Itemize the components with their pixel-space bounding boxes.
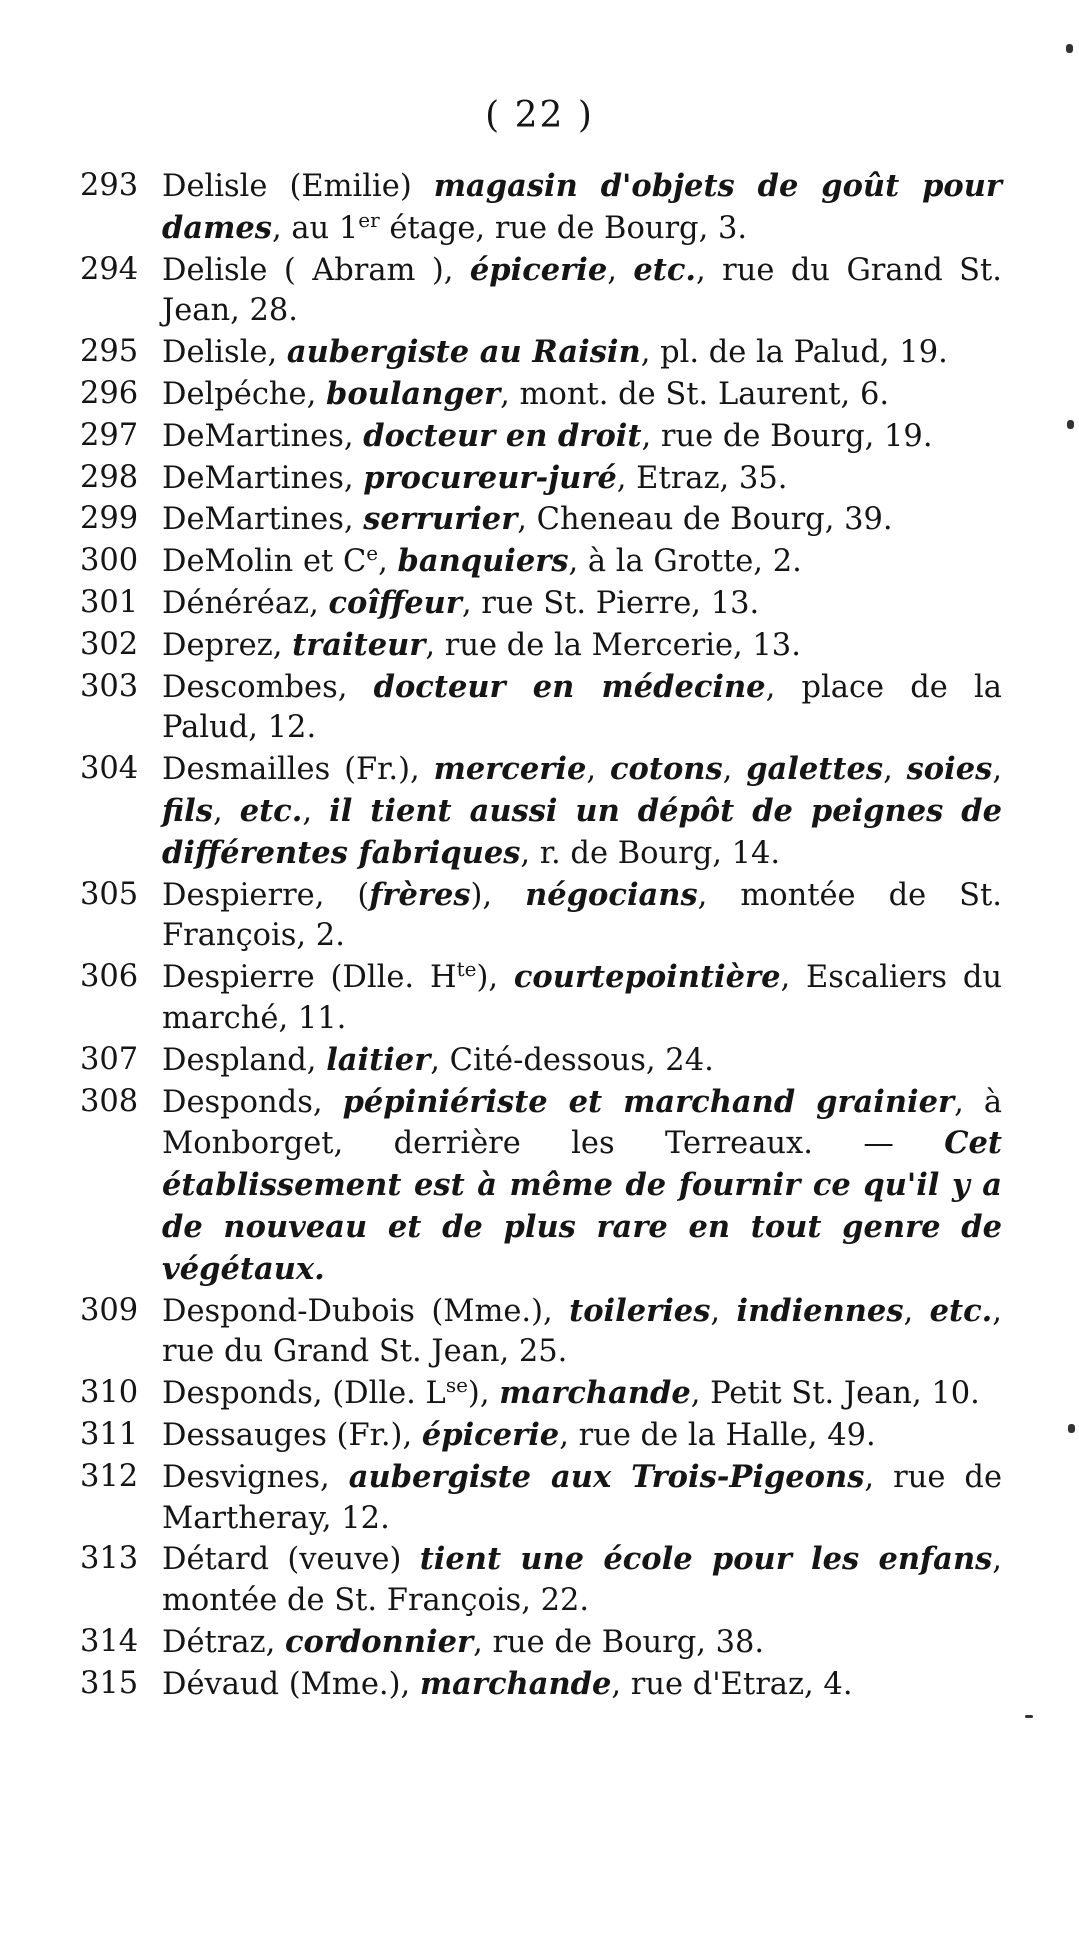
entry-occupation-italic: procureur-juré bbox=[363, 459, 617, 496]
directory-entry bbox=[80, 1664, 1002, 1706]
entry-occupation-italic: boulanger bbox=[326, 375, 501, 412]
entry-occupation-italic: marchande bbox=[499, 1375, 691, 1412]
directory-entry bbox=[80, 1373, 1002, 1415]
entry-text: Despland, bbox=[162, 1042, 327, 1078]
entry-occupation-italic: toileries bbox=[569, 1292, 711, 1329]
directory-entry bbox=[80, 166, 1002, 250]
entry-text: Desvignes, bbox=[162, 1459, 349, 1495]
entry-number: 310 bbox=[80, 1375, 139, 1411]
entry-text: Despond-Dubois (Mme.), bbox=[162, 1293, 570, 1329]
entry-occupation-italic: etc. bbox=[633, 251, 697, 288]
edge-speck bbox=[1068, 1424, 1075, 1433]
entry-text: ), bbox=[467, 1376, 500, 1412]
entry-text: Deprez, bbox=[162, 627, 293, 663]
entry-text: Desmailles (Fr.), bbox=[162, 752, 434, 788]
edge-speck bbox=[1067, 420, 1074, 429]
entry-number: 314 bbox=[80, 1623, 139, 1659]
entry-text: Desponds, bbox=[162, 1084, 343, 1120]
entry-number: 311 bbox=[80, 1416, 139, 1452]
entry-number: 306 bbox=[80, 959, 139, 995]
entry-text: , Cheneau de Bourg, 39. bbox=[517, 502, 893, 538]
entry-occupation-italic: serrurier bbox=[363, 501, 518, 538]
entry-number: 301 bbox=[80, 584, 139, 620]
directory-entry bbox=[80, 541, 1002, 583]
entry-text: Despierre (Dlle. H bbox=[162, 960, 457, 996]
entry-text: , rue de Bourg, 38. bbox=[473, 1624, 765, 1660]
directory-entry bbox=[80, 583, 1002, 625]
entry-text: , bbox=[378, 544, 398, 580]
entry-text: , Etraz, 35. bbox=[616, 460, 788, 496]
directory-entry bbox=[80, 625, 1002, 667]
directory-entries bbox=[80, 166, 1002, 1705]
entry-text: , Petit St. Jean, 10. bbox=[690, 1376, 980, 1412]
entry-occupation-italic: mercerie bbox=[433, 751, 587, 788]
entry-text: , bbox=[710, 1293, 737, 1329]
entry-text: Delisle ( Abram ), bbox=[162, 252, 470, 288]
entry-number: 307 bbox=[80, 1041, 139, 1077]
entry-text: , bbox=[586, 752, 610, 788]
entry-text: , montée de St. François, 2. bbox=[162, 877, 1003, 954]
entry-number: 296 bbox=[80, 375, 139, 411]
entry-number: 302 bbox=[80, 626, 139, 662]
directory-entry bbox=[80, 667, 1002, 750]
superscript-text: er bbox=[358, 207, 380, 232]
entry-occupation-italic: laitier bbox=[326, 1041, 431, 1078]
entry-text: Détard (veuve) bbox=[162, 1542, 420, 1578]
entry-occupation-italic: épicerie bbox=[469, 251, 608, 288]
directory-entry bbox=[80, 749, 1002, 874]
entry-occupation-italic: docteur en droit bbox=[363, 417, 642, 454]
entry-number: 312 bbox=[80, 1458, 139, 1494]
entry-text: Delpéche, bbox=[162, 376, 326, 412]
entry-occupation-italic: épicerie bbox=[421, 1416, 560, 1453]
entry-text: , bbox=[883, 752, 907, 788]
entry-number: 304 bbox=[80, 751, 139, 787]
entry-text: Détraz, bbox=[162, 1624, 285, 1660]
entry-text: Dénéréaz, bbox=[162, 585, 329, 621]
entry-text: Dévaud (Mme.), bbox=[162, 1666, 420, 1702]
directory-entry bbox=[80, 1457, 1002, 1540]
entry-text: , Escaliers du marché, 11. bbox=[162, 960, 1002, 1036]
entry-number: 297 bbox=[80, 417, 139, 453]
entry-occupation-italic: marchande bbox=[419, 1665, 612, 1702]
entry-text: DeMartines, bbox=[162, 460, 364, 496]
entry-text: ), bbox=[476, 960, 514, 996]
entry-text: , pl. de la Palud, 19. bbox=[640, 335, 948, 371]
entry-text: Delisle (Emilie) bbox=[162, 169, 434, 204]
entry-number: 303 bbox=[80, 668, 139, 704]
entry-number: 298 bbox=[80, 459, 139, 495]
entry-text: , au 1 bbox=[271, 210, 359, 246]
entry-occupation-italic: indiennes bbox=[736, 1292, 904, 1329]
directory-entry bbox=[80, 957, 1002, 1040]
entry-text: , bbox=[722, 752, 747, 788]
entry-text: , bbox=[992, 752, 1003, 788]
entry-text: Desponds, (Dlle. L bbox=[162, 1376, 446, 1412]
entry-number: 294 bbox=[80, 251, 139, 287]
entry-text: Despierre, ( bbox=[162, 877, 370, 913]
edge-speck bbox=[1066, 44, 1073, 53]
entry-text: , rue du Grand St. Jean, 25. bbox=[162, 1293, 1002, 1370]
entry-number: 315 bbox=[80, 1665, 139, 1701]
directory-entry bbox=[80, 416, 1002, 458]
directory-entry bbox=[80, 499, 1002, 541]
entry-occupation-italic: galettes bbox=[746, 751, 884, 788]
entry-text: , rue de la Halle, 49. bbox=[559, 1417, 876, 1453]
entry-occupation-italic: pépiniériste et marchand grainier bbox=[342, 1083, 955, 1120]
superscript-text: se bbox=[445, 1373, 468, 1398]
entry-text: DeMartines, bbox=[162, 418, 364, 454]
directory-entry bbox=[80, 1082, 1002, 1291]
entry-occupation-italic: fils bbox=[162, 792, 213, 829]
directory-entry bbox=[80, 332, 1002, 374]
entry-text: , à la Grotte, 2. bbox=[568, 544, 802, 580]
entry-occupation-italic: tient une école pour les enfans bbox=[419, 1541, 993, 1578]
entry-text: , place de la Palud, 12. bbox=[162, 669, 1002, 746]
entry-text: ), bbox=[470, 877, 526, 913]
directory-entry bbox=[80, 1415, 1002, 1457]
directory-entry bbox=[80, 250, 1002, 333]
entry-number: 295 bbox=[80, 334, 139, 370]
entry-occupation-italic: négocians bbox=[525, 876, 698, 913]
entry-text: , bbox=[302, 793, 330, 829]
entry-number: 313 bbox=[80, 1541, 139, 1577]
entry-text: DeMolin et C bbox=[162, 544, 367, 580]
entry-text: , rue de Martheray, 12. bbox=[162, 1459, 1003, 1536]
entry-number: 293 bbox=[80, 168, 139, 203]
entry-occupation-italic: aubergiste aux Trois-Pigeons bbox=[348, 1458, 865, 1495]
entry-occupation-italic: il tient aussi un dépôt de peignes de différentes fabriques bbox=[162, 792, 1002, 871]
entry-occupation-italic: cotons bbox=[609, 751, 723, 788]
directory-entry bbox=[80, 875, 1002, 958]
entry-text: , rue d'Etraz, 4. bbox=[611, 1666, 853, 1702]
entry-text: , rue de Bourg, 19. bbox=[641, 418, 933, 454]
entry-occupation-italic: cordonnier bbox=[284, 1623, 474, 1660]
entry-occupation-italic: aubergiste au Raisin bbox=[286, 334, 641, 371]
edge-speck bbox=[1025, 1715, 1033, 1718]
entry-text: , rue St. Pierre, 13. bbox=[461, 585, 760, 621]
entry-text: , r. de Bourg, 14. bbox=[520, 835, 781, 871]
entry-occupation-italic: traiteur bbox=[292, 626, 426, 663]
entry-occupation-italic: etc. bbox=[239, 792, 303, 829]
entry-occupation-italic: docteur en médecine bbox=[373, 668, 766, 705]
entry-number: 300 bbox=[80, 543, 139, 579]
entry-occupation-italic: coîffeur bbox=[328, 584, 462, 621]
entry-text: étage, rue de Bourg, 3. bbox=[379, 210, 748, 246]
entry-text: , montée de St. François, 22. bbox=[162, 1542, 1002, 1619]
entry-text: , rue de la Mercerie, 13. bbox=[425, 627, 801, 663]
directory-entry bbox=[80, 1539, 1002, 1622]
entry-text: Descombes, bbox=[162, 669, 374, 705]
entry-number: 309 bbox=[80, 1292, 139, 1328]
page-number: ( 22 ) bbox=[485, 95, 594, 136]
entry-text: Delisle, bbox=[162, 335, 287, 371]
directory-entry bbox=[80, 1622, 1002, 1664]
entry-text: , bbox=[607, 252, 634, 288]
entry-text: , à Monborget, derrière les Terreaux. — bbox=[162, 1084, 1002, 1162]
superscript-text: e bbox=[366, 541, 379, 566]
entry-occupation-italic: Cet établissement est à même de fournir ce qu'il y a de nouveau et de plus rare en tout genre de végétaux. bbox=[162, 1125, 1002, 1287]
directory-entry bbox=[80, 458, 1002, 500]
entry-occupation-italic: courtepointière bbox=[513, 959, 781, 996]
entry-number: 299 bbox=[80, 501, 139, 537]
entry-occupation-italic: magasin d'objets de goût pour dames bbox=[162, 168, 1002, 246]
entry-number: 305 bbox=[80, 876, 139, 912]
entry-text: DeMartines, bbox=[162, 502, 364, 538]
directory-entry bbox=[80, 1040, 1002, 1082]
directory-entry bbox=[80, 374, 1002, 416]
entry-text: , rue du Grand St. Jean, 28. bbox=[162, 252, 1002, 329]
entry-occupation-italic: soies bbox=[906, 751, 993, 788]
directory-entry bbox=[80, 1291, 1002, 1374]
entry-text: , bbox=[212, 793, 240, 829]
entry-text: , Cité-dessous, 24. bbox=[430, 1042, 714, 1078]
superscript-text: te bbox=[456, 957, 477, 982]
entry-occupation-italic: frères bbox=[369, 876, 471, 913]
entry-text: , mont. de St. Laurent, 6. bbox=[500, 376, 890, 412]
entry-occupation-italic: banquiers bbox=[397, 543, 569, 580]
entry-number: 308 bbox=[80, 1083, 139, 1119]
entry-text: Dessauges (Fr.), bbox=[162, 1417, 422, 1453]
entry-text: , bbox=[903, 1293, 930, 1329]
entry-occupation-italic: etc. bbox=[929, 1292, 993, 1329]
